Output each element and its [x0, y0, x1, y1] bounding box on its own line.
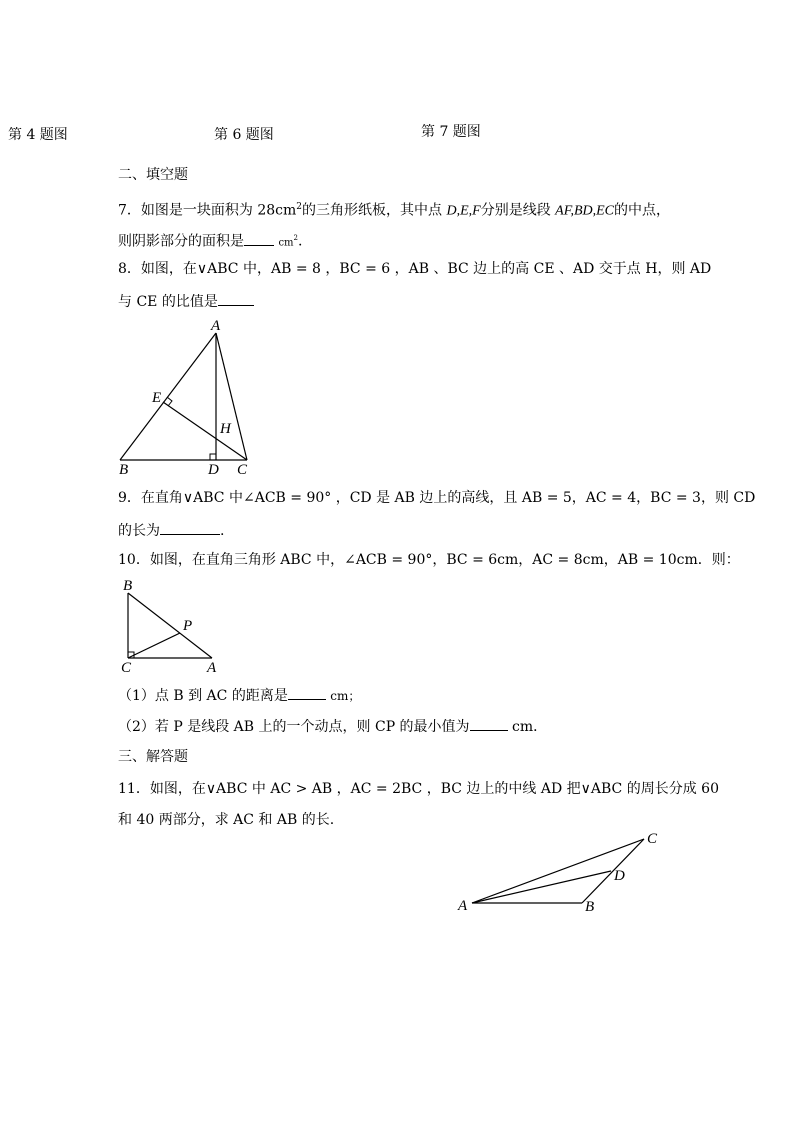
q9-end: . [220, 523, 225, 539]
q7-segments: AF,BD,EC [555, 203, 615, 219]
section-title-solve: 三、解答题 [118, 749, 188, 765]
q7-sup: 2 [296, 202, 303, 212]
q8-side-ac [216, 333, 247, 460]
q8-altitude-ce [163, 402, 247, 460]
q8-side-ab [120, 333, 216, 460]
q10-sub1-blank[interactable] [288, 685, 326, 700]
question-10-sub-2 [118, 716, 547, 736]
question-7-line-2 [118, 229, 302, 253]
q11-label-a: A [458, 898, 468, 914]
q8-right-angle-d [210, 454, 216, 460]
caption-fig7: 第 7 题图 [421, 124, 481, 140]
q10-sub2-blank[interactable] [470, 716, 508, 731]
q10-sub1-text: （1）点 B 到 AC 的距离是 [118, 688, 288, 704]
q10-sub1-unit: cm； [330, 689, 361, 703]
q10-segment-cp [128, 633, 180, 658]
q11-side-bc [582, 839, 644, 903]
q9-text-2: 的长为 [118, 523, 160, 539]
question-11-line-1: 11．如图，在∨ABC 中 AC > AB ，AC = 2BC ，BC 边上的中线 AD 把∨ABC 的周长分成 60 [118, 781, 719, 797]
question-11-line-2: 和 40 两部分，求 AC 和 AB 的长. [118, 812, 335, 828]
q11-label-d: D [614, 868, 625, 884]
q11-median-ad [472, 871, 611, 903]
question-7-line-1 [118, 198, 670, 221]
caption-fig6: 第 6 题图 [214, 127, 274, 143]
q10-label-b: B [123, 578, 133, 594]
q7-answer-blank[interactable] [244, 231, 274, 246]
q7-text-c: 分别是线段 [480, 202, 551, 219]
q8-label-d: D [208, 462, 219, 478]
q8-text-2: 与 CE 的比值是 [118, 294, 218, 310]
q7-unit-sup: 2 [293, 234, 299, 242]
question-8-line-1: 8．如图，在∨ABC 中，AB = 8 ，BC = 6 ，AB 、BC 边上的高 CE 、AD 交于点 H，则 AD [118, 261, 712, 277]
question-10-sub-1 [118, 685, 360, 705]
q8-label-e: E [152, 390, 162, 406]
q8-label-c: C [237, 462, 248, 478]
question-9-line-2 [118, 520, 224, 540]
q9-answer-blank[interactable] [160, 520, 220, 535]
q8-answer-blank[interactable] [218, 291, 254, 306]
q11-label-b: B [585, 899, 595, 915]
q8-label-a: A [211, 318, 221, 334]
q8-right-angle-e [167, 397, 172, 406]
q10-label-c: C [121, 660, 132, 676]
section-title-fill-in: 二、填空题 [118, 167, 188, 183]
q10-right-angle-c [128, 652, 134, 658]
question-9-line-1: 9．在直角∨ABC 中∠ACB = 90° ，CD 是 AB 边上的高线，且 AB = 5，AC = 4，BC = 3，则 CD [118, 490, 756, 506]
q8-label-h: H [220, 421, 231, 437]
question-8-line-2 [118, 291, 254, 311]
q11-side-ac [472, 839, 644, 903]
q7-text-2: 则阴影部分的面积是 [118, 233, 244, 250]
q10-sub2-unit: cm． [512, 719, 548, 735]
q10-sub2-text: （2）若 P 是线段 AB 上的一个动点，则 CP 的最小值为 [118, 719, 470, 735]
q7-text-d: 的中点， [614, 202, 671, 219]
question-10-line-1: 10．如图，在直角三角形 ABC 中，∠ACB = 90°，BC = 6cm，AC = 8cm，AB = 10cm．则： [118, 552, 740, 568]
q8-label-b: B [119, 462, 129, 478]
q7-unit: cm [278, 237, 294, 249]
q10-label-p: P [183, 618, 193, 634]
q10-label-a: A [207, 660, 217, 676]
caption-fig4: 第 4 题图 [8, 127, 68, 143]
q7-text-b: 的三角形纸板，其中点 [302, 202, 443, 219]
q7-points: D,E,F [446, 203, 481, 219]
q7-text-a: 7．如图是一块面积为 28cm [118, 202, 297, 219]
q11-label-c: C [647, 831, 658, 847]
q7-end: . [298, 233, 303, 250]
q10-side-ab [128, 593, 212, 658]
